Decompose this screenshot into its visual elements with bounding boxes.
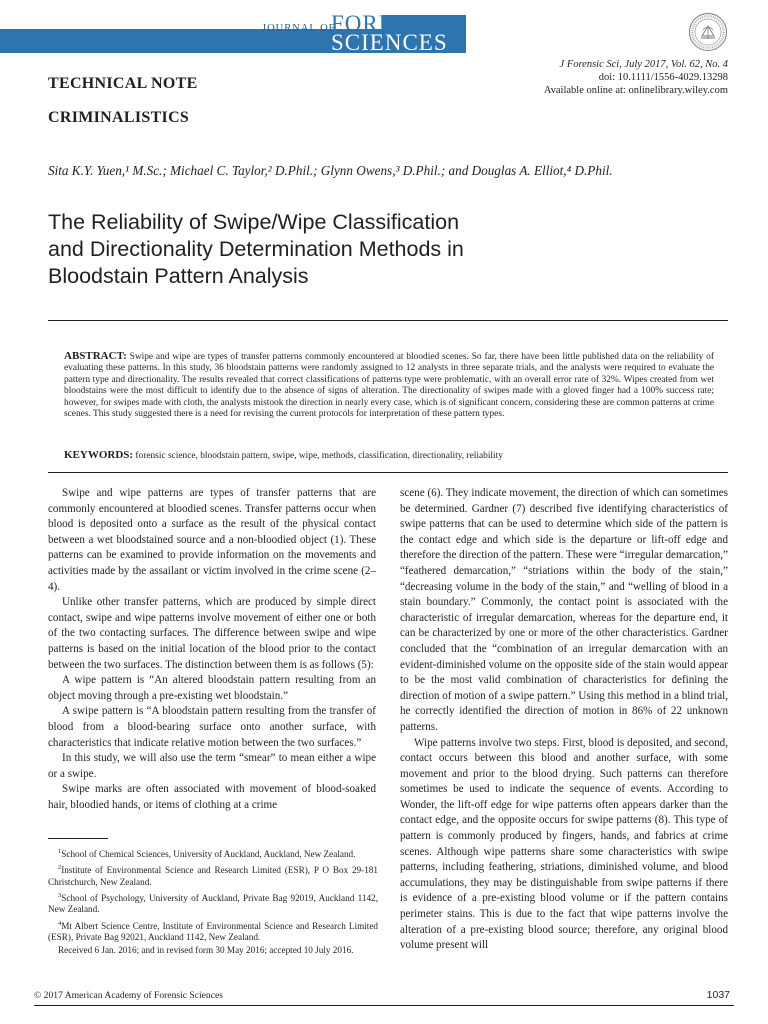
copyright: © 2017 American Academy of Forensic Sciences	[34, 990, 223, 1001]
paragraph: Swipe and wipe patterns are types of transfer patterns that are commonly encountered at bloodied scenes. Transfer patterns occur when blood is deposited onto a surface as the result of the physical contact between a wet bloodstained source and a non-bloodied object (1). These patterns can be examined to provide information on the movements and activities made by the assailant or victim involved in the crime scene (2–4).	[48, 487, 376, 593]
title-line-3: Bloodstain Pattern Analysis	[48, 264, 309, 288]
footnote-text: School of Chemical Sciences, University of Auckland, Auckland, New Zealand.	[61, 849, 356, 860]
footnote	[48, 862, 378, 888]
citation-journal: J Forensic Sci, July 2017, Vol. 62, No. 4	[559, 59, 728, 70]
footnote-text: Institute of Environmental Science and Research Limited (ESR), P O Box 29-181 Christchurch, New Zealand.	[48, 865, 378, 887]
footnote-number: 2	[58, 864, 62, 872]
article-title	[48, 209, 648, 290]
citation-doi: doi: 10.1111/1556-4029.13298	[598, 72, 728, 83]
body-column-right	[400, 486, 728, 954]
paragraph: A swipe pattern is “A bloodstain pattern resulting from the transfer of blood from a blood-bearing surface onto another surface, with characteristics that indicate relative motion between the two surfaces.”	[48, 705, 376, 749]
paragraph: Swipe marks are often associated with movement of blood-soaked hair, bloodied hands, or items of clothing at a crime	[48, 783, 376, 811]
abstract	[64, 351, 714, 420]
article-category: CRIMINALISTICS	[48, 109, 190, 126]
abstract-top-rule	[48, 320, 728, 321]
article-type: TECHNICAL NOTE	[48, 75, 198, 92]
footnote-number: 4	[58, 919, 62, 927]
footnote	[48, 918, 378, 944]
abstract-bottom-rule	[48, 472, 728, 473]
body-column-left	[48, 486, 376, 813]
keywords	[64, 449, 714, 461]
page-number: 1037	[706, 989, 730, 1001]
paragraph: A wipe pattern is “An altered bloodstain pattern resulting from an object moving through a pre-existing wet bloodstain.”	[48, 674, 376, 702]
masthead-journal-of: JOURNAL OF	[262, 23, 336, 34]
footnote-rule	[48, 838, 108, 839]
abstract-label: ABSTRACT:	[64, 350, 127, 362]
citation-online: Available online at: onlinelibrary.wiley.com	[543, 85, 728, 96]
paragraph: In this study, we will also use the term “smear” to mean either a wipe or a swipe.	[48, 752, 376, 780]
masthead-sciences: SCIENCES	[331, 30, 448, 55]
footnote	[48, 890, 378, 916]
footnote-text: Mt Albert Science Centre, Institute of Environmental Science and Research Limited (ESR), Private Bag 92021, Auckland 1142, New Zealand.	[48, 920, 378, 943]
footer-rule	[34, 1005, 734, 1006]
masthead-forensic: FORENSIC	[331, 11, 451, 36]
affiliations	[48, 846, 378, 959]
keywords-text: forensic science, bloodstain pattern, swipe, wipe, methods, classification, directionality, reliability	[133, 451, 503, 461]
title-line-1: The Reliability of Swipe/Wipe Classification	[48, 210, 460, 234]
title-line-2: and Directionality Determination Methods in	[48, 237, 464, 261]
paragraph: Unlike other transfer patterns, which are produced by simple direct contact, swipe and wipe patterns involve movement of either one or both of the two contacting surfaces. The difference between swipe and wipe patterns is based on the initial location of the blood prior to the contact between the two surfaces. The distinction between them is as follows (5):	[48, 596, 376, 671]
received-dates: Received 6 Jan. 2016; and in revised form 30 May 2016; accepted 10 July 2016.	[58, 945, 354, 956]
citation-block	[428, 58, 728, 97]
author-list: Sita K.Y. Yuen,¹ M.Sc.; Michael C. Taylor,² D.Phil.; Glynn Owens,³ D.Phil.; and Douglas A. Elliot,⁴ D.Phil.	[48, 163, 613, 178]
academy-seal-icon	[688, 12, 728, 52]
paragraph: Wipe patterns involve two steps. First, blood is deposited, and second, contact occurs between this blood and another surface, with some movement and prior to the blood drying. Such patterns can therefore sometimes be used to indicate the sequence of events. According to Wonder, the lift-off edge for wipe patterns often appears darker than the contact edge, and the opposite occurs for swipe patterns (8). This type of pattern is commonly produced by fingers, hands, and fabrics at crime scenes. Although wipe patterns share some characteristics with swipe patterns, including feathering, striations, diminished volume, and blood accumulations, they may be distinguishable from swipe patterns if there is evidence of a pre-existing blood volume or if the pattern contains perimeter stains. This is due to the fact that wipe patterns involve the alteration of a pre-existing blood source; therefore, any original blood volume present will	[400, 736, 728, 952]
footnote-number: 3	[58, 892, 62, 900]
abstract-text: Swipe and wipe are types of transfer patterns commonly encountered at bloodied scenes. So far, there have been little published data on the reliability of evaluating these patterns. In this study, 36 bloodstain patterns were randomly assigned to 12 analysts in three separate trials, and the analysts were required to evaluate the pattern type and directionality. The results revealed that correct classifications of patterns type were problematic, with an overall error rate of 32%. Wipes created from wet bloodstains were the most difficult to identify due to the absence of signs of alteration. The directionality of swipes made with a gloved finger had a 100% success rate; however, for swipes made with cloth, the analysts mistook the direction in nearly every case, which is of significant concern, considering these are common patterns at crime scenes. This study suggested there is a need for revising the current protocols for interpretation of these pattern types.	[64, 352, 714, 420]
paragraph: scene (6). They indicate movement, the direction of which can sometimes be determined. Gardner (7) described five identifying characteristics of swipe patterns that can be used to determine which side of the pattern is the contact edge and which side is the departure or lift-off edge and therefore the direction of the pattern. These were “irregular demarcation,” “feathered demarcation,” “striations within the body of the stain,” “decreasing volume in the body of the stain,” and “welling of blood in a stain boundary.” Commonly, the contact point is associated with the characteristic of irregular demarcation, whereas for the departure end, it can be characterized by one or more of the other characteristics. Gardner concluded that the “combination of an irregular demarcation with an evident-diminished volume on the opposite side of the stain would appear to be the most valid combination of characteristics for defining the direction of motion of a swipe pattern.” Using this method in a blind trial, he correctly identified the direction of motion in 86% of 22 unknown patterns.	[400, 487, 728, 733]
keywords-label: KEYWORDS:	[64, 449, 134, 461]
footnote-text: School of Psychology, University of Auckland, Private Bag 92019, Auckland 1142, New Zealand.	[48, 893, 378, 915]
footnote	[48, 846, 378, 860]
footnote-number: 1	[58, 848, 62, 855]
